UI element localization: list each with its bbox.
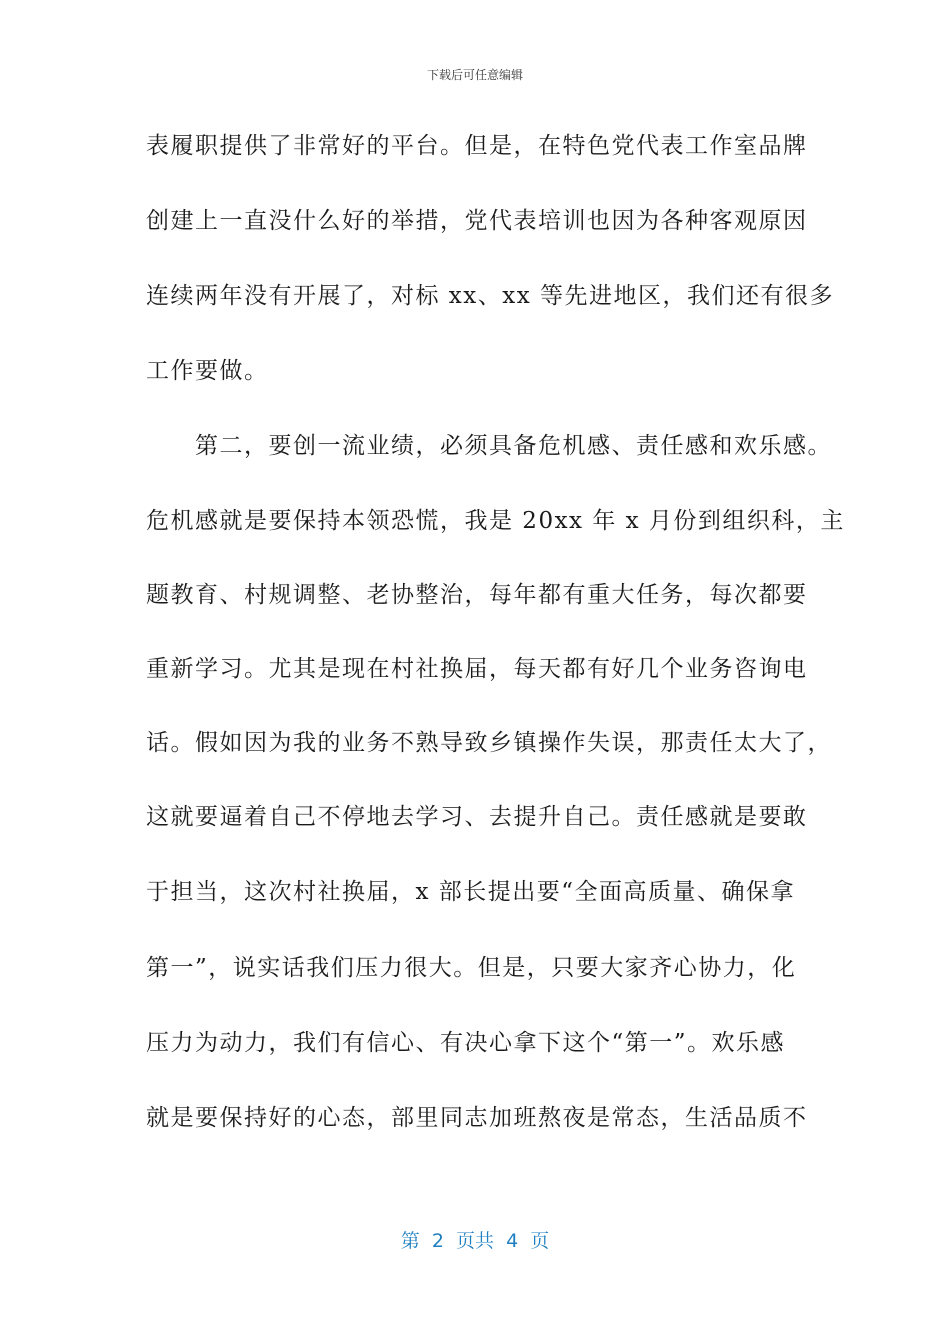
- text-line: 题教育、村规调整、老协整治，每年都有重大任务，每次都要: [146, 582, 808, 608]
- text-line: 于担当，这次村社换届，x 部长提出要“全面高质量、确保拿: [146, 879, 796, 905]
- text-line: 连续两年没有开展了，对标 xx、xx 等先进地区，我们还有很多: [146, 283, 835, 309]
- page-number-footer: 第 2 页共 4 页: [400, 1230, 550, 1252]
- text-line: 就是要保持好的心态，部里同志加班熬夜是常态，生活品质不: [146, 1105, 808, 1131]
- text-line: 压力为动力，我们有信心、有决心拿下这个“第一”。欢乐感: [146, 1030, 786, 1056]
- header-note: 下载后可任意编辑: [426, 68, 523, 82]
- text-line: 表履职提供了非常好的平台。但是，在特色党代表工作室品牌: [146, 133, 808, 159]
- text-line: 这就要逼着自己不停地去学习、去提升自己。责任感就是要敢: [146, 804, 808, 830]
- text-line: 话。假如因为我的业务不熟导致乡镇操作失误，那责任太大了，: [146, 730, 832, 756]
- text-line: 第一”，说实话我们压力很大。但是，只要大家齐心协力，化: [146, 955, 797, 981]
- text-line: 危机感就是要保持本领恐慌，我是 20xx 年 x 月份到组织科，主: [146, 508, 845, 534]
- text-line: 重新学习。尤其是现在村社换届，每天都有好几个业务咨询电: [146, 656, 808, 682]
- text-line: 创建上一直没什么好的举措，党代表培训也因为各种客观原因: [146, 208, 808, 234]
- paragraph-start-line: 第二，要创一流业绩，必须具备危机感、责任感和欢乐感。: [146, 433, 832, 459]
- text-line: 工作要做。: [146, 358, 269, 384]
